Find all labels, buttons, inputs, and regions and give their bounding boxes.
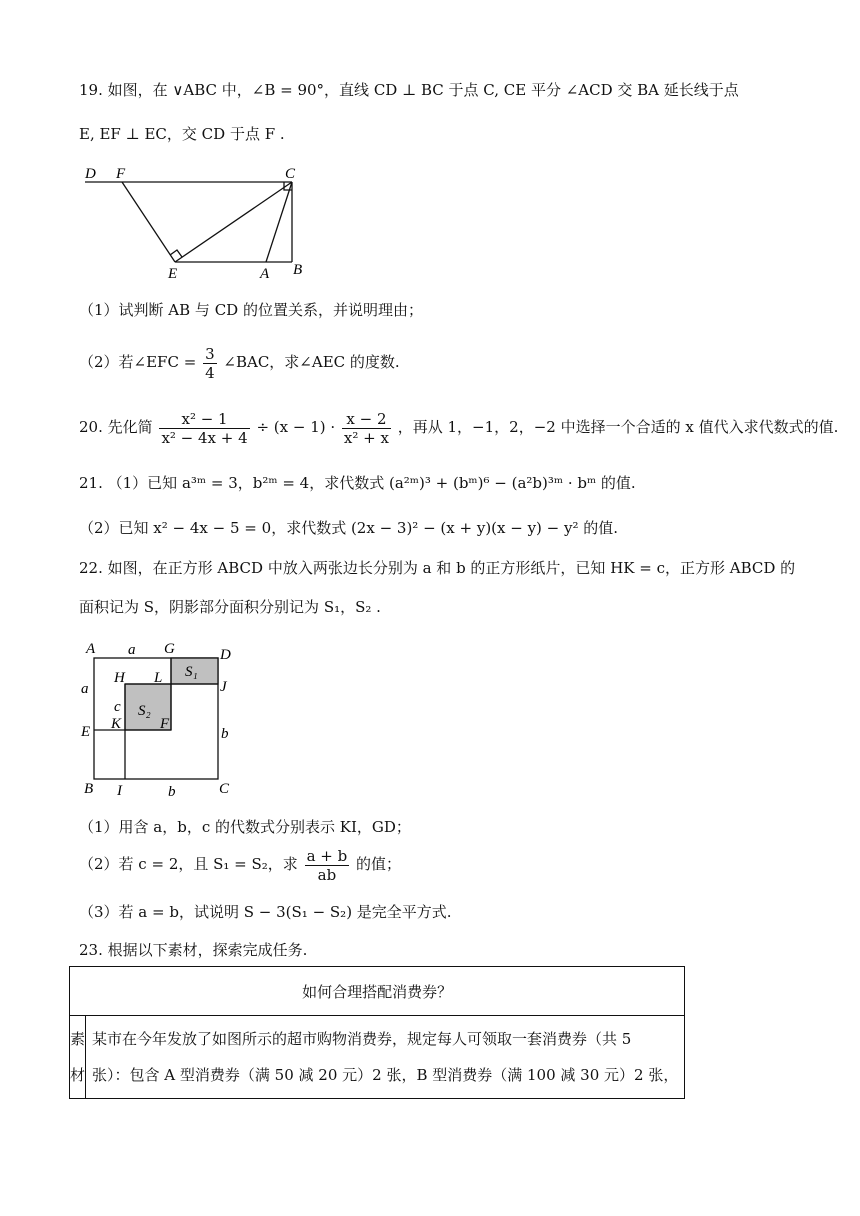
q23-table-title: 如何合理搭配消费券？ bbox=[70, 967, 685, 1016]
q19-line2: E, EF ⊥ EC，交 CD 于点 F . bbox=[79, 125, 285, 143]
q19-sub2-pre: （2）若∠EFC = bbox=[79, 353, 197, 371]
q19-label-C: C bbox=[285, 166, 296, 182]
q19-sub2-post: ∠BAC，求∠AEC 的度数. bbox=[223, 353, 400, 371]
q20-frac2-num: x − 2 bbox=[342, 410, 391, 429]
q19-sub1: （1）试判断 AB 与 CD 的位置关系，并说明理由； bbox=[79, 301, 423, 319]
q20-pre: 先化简 bbox=[107, 418, 153, 436]
q22-sub2-post: 的值； bbox=[356, 855, 402, 873]
q20-frac1-num: x² − 1 bbox=[159, 410, 249, 429]
q19-fraction bbox=[203, 345, 217, 382]
q22-label-b-bottom: b bbox=[168, 784, 176, 800]
q19-sub2 bbox=[79, 340, 400, 384]
q22-number: 22. bbox=[79, 559, 103, 577]
q20-fraction-2 bbox=[342, 410, 391, 447]
q22-label-A: A bbox=[86, 641, 96, 657]
q19-label-D: D bbox=[85, 166, 96, 182]
q22-fraction bbox=[305, 847, 350, 884]
q22-sub2-pre: （2）若 c = 2，且 S₁ = S₂，求 bbox=[79, 855, 298, 873]
q22-sub2 bbox=[79, 842, 401, 886]
q22-label-D: D bbox=[220, 647, 231, 663]
q20-fraction-1 bbox=[159, 410, 249, 447]
q23-row-label bbox=[70, 1016, 86, 1099]
q19-label-F: F bbox=[116, 166, 126, 182]
q19-text-1: 如图，在 ∨ABC 中，∠B = 90°，直线 CD ⊥ BC 于点 C, CE 平分 ∠ACD 交 BA 延长线于点 bbox=[107, 81, 739, 99]
table-row bbox=[70, 967, 685, 1016]
q19-line1 bbox=[79, 80, 739, 100]
q22-label-E: E bbox=[81, 724, 91, 740]
q22-label-C: C bbox=[219, 781, 230, 797]
q23-material-table bbox=[69, 966, 685, 1099]
q20-number: 20. bbox=[79, 418, 103, 436]
q22-sub1: （1）用含 a，b，c 的代数式分别表示 KI，GD； bbox=[79, 818, 411, 836]
q23-intro-text: 根据以下素材，探索完成任务. bbox=[107, 941, 308, 959]
q22-figure bbox=[78, 640, 248, 805]
q22-label-b-right: b bbox=[221, 726, 229, 742]
q19-number: 19. bbox=[79, 81, 103, 99]
q23-row-text-2: 张）：包含 A 型消费券（满 50 减 20 元）2 张，B 型消费券（满 100 减 30 元）2 张， bbox=[92, 1066, 679, 1084]
q22-label-G: G bbox=[164, 641, 175, 657]
q21-sub2: （2）已知 x² − 4x − 5 = 0，求代数式 (2x − 3)² − (x + y)(x − y) − y² 的值. bbox=[79, 519, 619, 537]
q22-label-S1: S₁ bbox=[185, 664, 198, 680]
q19-label-B: B bbox=[293, 262, 303, 278]
q19-label-A: A bbox=[260, 266, 270, 282]
q23-row-content bbox=[86, 1016, 685, 1099]
q22-label-a-top: a bbox=[128, 642, 136, 658]
q22-label-J: J bbox=[220, 679, 227, 695]
q23-intro bbox=[79, 940, 307, 960]
q19-frac-den: 4 bbox=[205, 363, 215, 382]
q23-number: 23. bbox=[79, 941, 103, 959]
q19-label-E: E bbox=[168, 266, 178, 282]
q19-frac-num: 3 bbox=[205, 344, 215, 363]
q22-label-a-left: a bbox=[81, 681, 89, 697]
q22-label-F: F bbox=[160, 716, 170, 732]
q23-row-text-1: 某市在今年发放了如图所示的超市购物消费券，规定每人可领取一套消费券（共 5 bbox=[92, 1030, 632, 1048]
q21-number: 21. bbox=[79, 474, 103, 492]
q20-frac1-den: x² − 4x + 4 bbox=[161, 428, 248, 447]
q22-label-S2: S₂ bbox=[138, 703, 151, 719]
q23-row-label-2: 材 bbox=[70, 1066, 86, 1084]
q20-frac2-den: x² + x bbox=[343, 428, 389, 447]
q22-label-H: H bbox=[114, 670, 125, 686]
q22-sub3: （3）若 a = b，试说明 S − 3(S₁ − S₂) 是完全平方式. bbox=[79, 903, 452, 921]
q22-line2: 面积记为 S，阴影部分面积分别记为 S₁，S₂ . bbox=[79, 598, 381, 616]
q22-label-c: c bbox=[114, 699, 121, 715]
q22-label-I: I bbox=[117, 783, 122, 799]
q22-frac-den: ab bbox=[317, 865, 337, 884]
q20-post: ，再从 1，−1，2，−2 中选择一个合适的 x 值代入求代数式的值. bbox=[397, 418, 839, 436]
q21-sub1 bbox=[79, 473, 636, 493]
q22-label-L: L bbox=[154, 670, 163, 686]
q19-figure bbox=[80, 162, 310, 282]
q20-mid: ÷ (x − 1) · bbox=[256, 418, 336, 436]
q22-text-1: 如图，在正方形 ABCD 中放入两张边长分别为 a 和 b 的正方形纸片，已知 HK = c，正方形 ABCD 的 bbox=[107, 559, 796, 577]
q22-frac-num: a + b bbox=[306, 846, 348, 865]
q22-line1 bbox=[79, 558, 795, 578]
table-row bbox=[70, 1016, 685, 1099]
q23-row-label-1: 素 bbox=[70, 1030, 86, 1048]
q21-sub1-text: （1）已知 a³ᵐ = 3，b²ᵐ = 4，求代数式 (a²ᵐ)³ + (bᵐ)⁶ − (a²b)³ᵐ · bᵐ 的值. bbox=[107, 474, 636, 492]
q22-label-K: K bbox=[111, 716, 122, 732]
q20-line bbox=[79, 405, 838, 449]
q22-label-B: B bbox=[84, 781, 94, 797]
